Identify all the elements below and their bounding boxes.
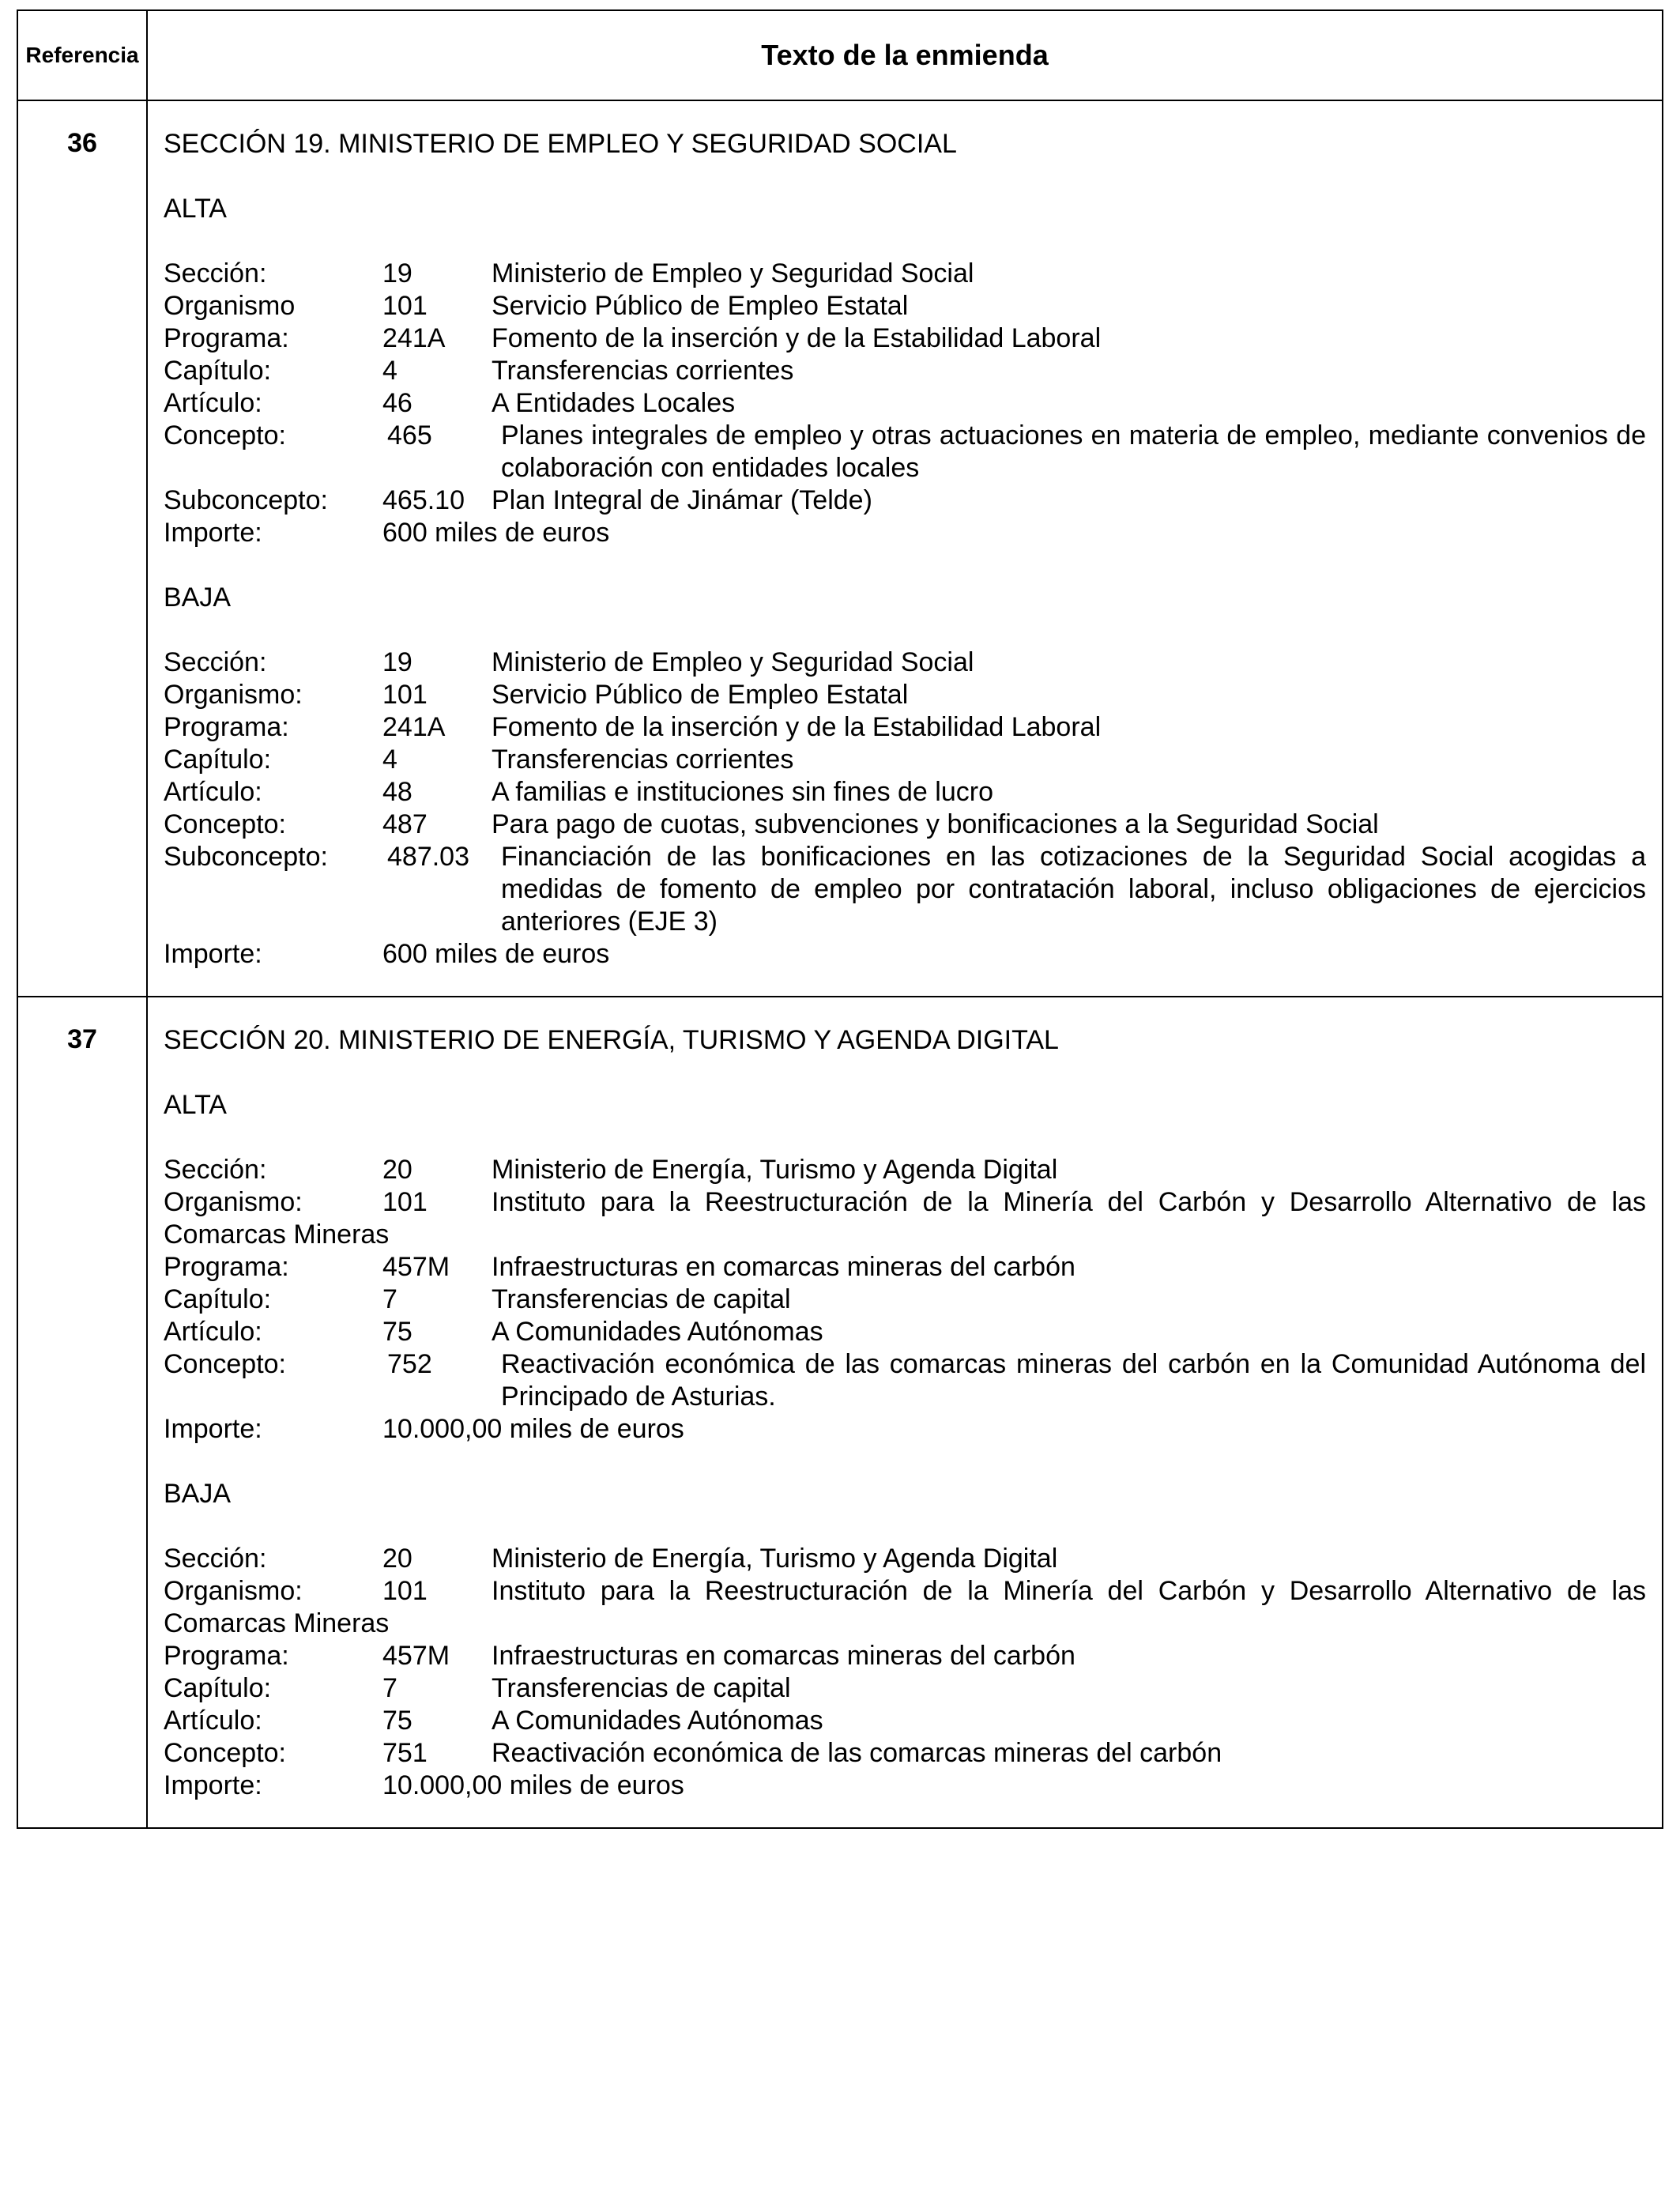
field-desc: A Comunidades Autónomas: [492, 1317, 823, 1347]
field-desc: Plan Integral de Jinámar (Telde): [492, 485, 872, 515]
field-label: Capítulo:: [164, 1284, 272, 1314]
field-label: Organismo:: [164, 680, 303, 710]
field-desc: Instituto para la Reestructuración de la Minería del Carbón y Desarrollo Alternativo de las Comarcas Mineras: [164, 1187, 1646, 1250]
field-code: 241A: [382, 323, 446, 353]
field-desc: Financiación de las bonificaciones en las cotizaciones de la Seguridad Social acogidas a medidas de fomento de empleo por contratación laboral, incluso obligaciones de ejercicios anteriores (EJE 3): [501, 842, 1646, 937]
field-label: Capítulo:: [164, 356, 272, 386]
field-desc: Planes integrales de empleo y otras actuaciones en materia de empleo, mediante convenios de colaboración con entidades locales: [501, 420, 1646, 483]
field-desc: Servicio Público de Empleo Estatal: [492, 291, 909, 321]
field-code: 465: [387, 420, 432, 450]
field-code: 101: [382, 1187, 428, 1217]
field-label: Sección:: [164, 1155, 267, 1185]
field-code: 4: [382, 356, 397, 386]
field-desc: Ministerio de Empleo y Seguridad Social: [492, 647, 974, 677]
field-code: 101: [382, 680, 428, 710]
field-label: Capítulo:: [164, 1673, 272, 1703]
list-item: [164, 776, 1646, 809]
field-label: Subconcepto:: [164, 842, 328, 872]
field-label: Programa:: [164, 323, 289, 353]
field-label: Organismo:: [164, 1187, 303, 1217]
field-label: Organismo: [164, 291, 296, 321]
field-code: 7: [382, 1284, 397, 1314]
list-item: [164, 1413, 1646, 1446]
field-label: Importe:: [164, 1414, 262, 1444]
list-item: [164, 841, 1646, 938]
field-desc: Infraestructuras en comarcas mineras del carbón: [492, 1252, 1075, 1282]
field-desc: Reactivación económica de las comarcas mineras del carbón en la Comunidad Autónoma del Principado de Asturias.: [501, 1349, 1646, 1412]
field-desc: Ministerio de Energía, Turismo y Agenda Digital: [492, 1544, 1058, 1574]
list-item: [164, 387, 1646, 420]
field-desc: Para pago de cuotas, subvenciones y bonificaciones a la Seguridad Social: [492, 809, 1379, 839]
field-code: 46: [382, 388, 412, 418]
field-code: 7: [382, 1673, 397, 1703]
list-item: [164, 744, 1646, 776]
field-desc: Fomento de la inserción y de la Estabilidad Laboral: [492, 323, 1102, 353]
field-code: 487: [382, 809, 428, 839]
field-desc: A Entidades Locales: [492, 388, 736, 418]
field-desc: Transferencias de capital: [492, 1673, 791, 1703]
list-item: [164, 290, 1646, 322]
field-label: Programa:: [164, 1252, 289, 1282]
field-label: Importe:: [164, 939, 262, 969]
list-item: [164, 420, 1646, 484]
field-label: Importe:: [164, 518, 262, 548]
section-title: SECCIÓN 20. MINISTERIO DE ENERGÍA, TURISMO Y AGENDA DIGITAL: [164, 1025, 1059, 1055]
baja-heading: BAJA: [164, 582, 232, 613]
ref-column-header: Referencia: [18, 11, 148, 100]
field-label: Sección:: [164, 647, 267, 677]
field-code: 4: [382, 745, 397, 775]
field-desc: Transferencias corrientes: [492, 745, 794, 775]
field-label: Programa:: [164, 1641, 289, 1671]
table-row: [18, 101, 1662, 996]
field-code: 752: [387, 1349, 432, 1379]
list-item: [164, 1770, 1646, 1802]
alta-heading: ALTA: [164, 194, 227, 224]
list-item: [164, 1705, 1646, 1737]
field-code: 48: [382, 777, 412, 807]
field-code: 75: [382, 1706, 412, 1736]
table-header: [18, 11, 1662, 101]
field-code: 101: [382, 291, 428, 321]
list-item: [164, 355, 1646, 387]
field-code: 457M: [382, 1252, 450, 1282]
amendments-table: [17, 9, 1663, 1829]
alta-heading: ALTA: [164, 1090, 227, 1120]
field-desc: A Comunidades Autónomas: [492, 1706, 823, 1736]
text-column-header: Texto de la enmienda: [761, 39, 1049, 71]
list-item: [164, 258, 1646, 290]
list-item: [164, 938, 1646, 971]
list-item: [164, 1543, 1646, 1575]
field-label: Organismo:: [164, 1576, 303, 1606]
list-item: [164, 484, 1646, 517]
field-label: Artículo:: [164, 777, 262, 807]
field-desc: Fomento de la inserción y de la Estabilidad Laboral: [492, 712, 1102, 742]
list-item: [164, 1640, 1646, 1672]
field-desc: Servicio Público de Empleo Estatal: [492, 680, 909, 710]
field-code: 751: [382, 1738, 428, 1768]
list-item: [164, 322, 1646, 355]
field-label: Capítulo:: [164, 745, 272, 775]
field-code: 19: [382, 258, 412, 288]
field-label: Concepto:: [164, 420, 286, 450]
field-code: 75: [382, 1317, 412, 1347]
list-item: [164, 1575, 1646, 1640]
field-desc: Transferencias corrientes: [492, 356, 794, 386]
list-item: [164, 1737, 1646, 1770]
list-item: [164, 1316, 1646, 1348]
list-item: [164, 1672, 1646, 1705]
field-code: 19: [382, 647, 412, 677]
field-label: Importe:: [164, 1770, 262, 1800]
list-item: [164, 1186, 1646, 1251]
row-body: [148, 997, 1662, 1827]
field-code: 487.03: [387, 842, 469, 872]
row-reference: 37: [18, 997, 148, 1827]
field-label: Artículo:: [164, 1317, 262, 1347]
list-item: [164, 647, 1646, 679]
field-code: 20: [382, 1544, 412, 1574]
field-label: Concepto:: [164, 1738, 286, 1768]
field-label: Artículo:: [164, 388, 262, 418]
row-reference: 36: [18, 101, 148, 996]
field-code: 101: [382, 1576, 428, 1606]
field-value: 600 miles de euros: [382, 939, 610, 969]
field-label: Subconcepto:: [164, 485, 328, 515]
field-desc: Infraestructuras en comarcas mineras del carbón: [492, 1641, 1075, 1671]
baja-heading: BAJA: [164, 1479, 232, 1509]
field-value: 10.000,00 miles de euros: [382, 1414, 684, 1444]
field-label: Concepto:: [164, 1349, 286, 1379]
field-label: Concepto:: [164, 809, 286, 839]
field-label: Sección:: [164, 258, 267, 288]
table-row: [18, 996, 1662, 1827]
list-item: [164, 1154, 1646, 1186]
field-label: Programa:: [164, 712, 289, 742]
list-item: [164, 809, 1646, 841]
field-desc: A familias e instituciones sin fines de lucro: [492, 777, 993, 807]
field-code: 465.10: [382, 485, 465, 515]
field-code: 20: [382, 1155, 412, 1185]
row-body: [148, 101, 1662, 996]
list-item: [164, 1348, 1646, 1413]
field-value: 600 miles de euros: [382, 518, 610, 548]
field-code: 457M: [382, 1641, 450, 1671]
field-desc: Ministerio de Energía, Turismo y Agenda Digital: [492, 1155, 1058, 1185]
list-item: [164, 679, 1646, 711]
field-code: 241A: [382, 712, 446, 742]
list-item: [164, 1251, 1646, 1284]
field-desc: Instituto para la Reestructuración de la Minería del Carbón y Desarrollo Alternativo de las Comarcas Mineras: [164, 1576, 1646, 1638]
field-label: Artículo:: [164, 1706, 262, 1736]
list-item: [164, 711, 1646, 744]
field-desc: Ministerio de Empleo y Seguridad Social: [492, 258, 974, 288]
section-title: SECCIÓN 19. MINISTERIO DE EMPLEO Y SEGURIDAD SOCIAL: [164, 129, 957, 159]
list-item: [164, 517, 1646, 549]
list-item: [164, 1284, 1646, 1316]
field-desc: Transferencias de capital: [492, 1284, 791, 1314]
field-desc: Reactivación económica de las comarcas mineras del carbón: [492, 1738, 1222, 1768]
field-label: Sección:: [164, 1544, 267, 1574]
field-value: 10.000,00 miles de euros: [382, 1770, 684, 1800]
